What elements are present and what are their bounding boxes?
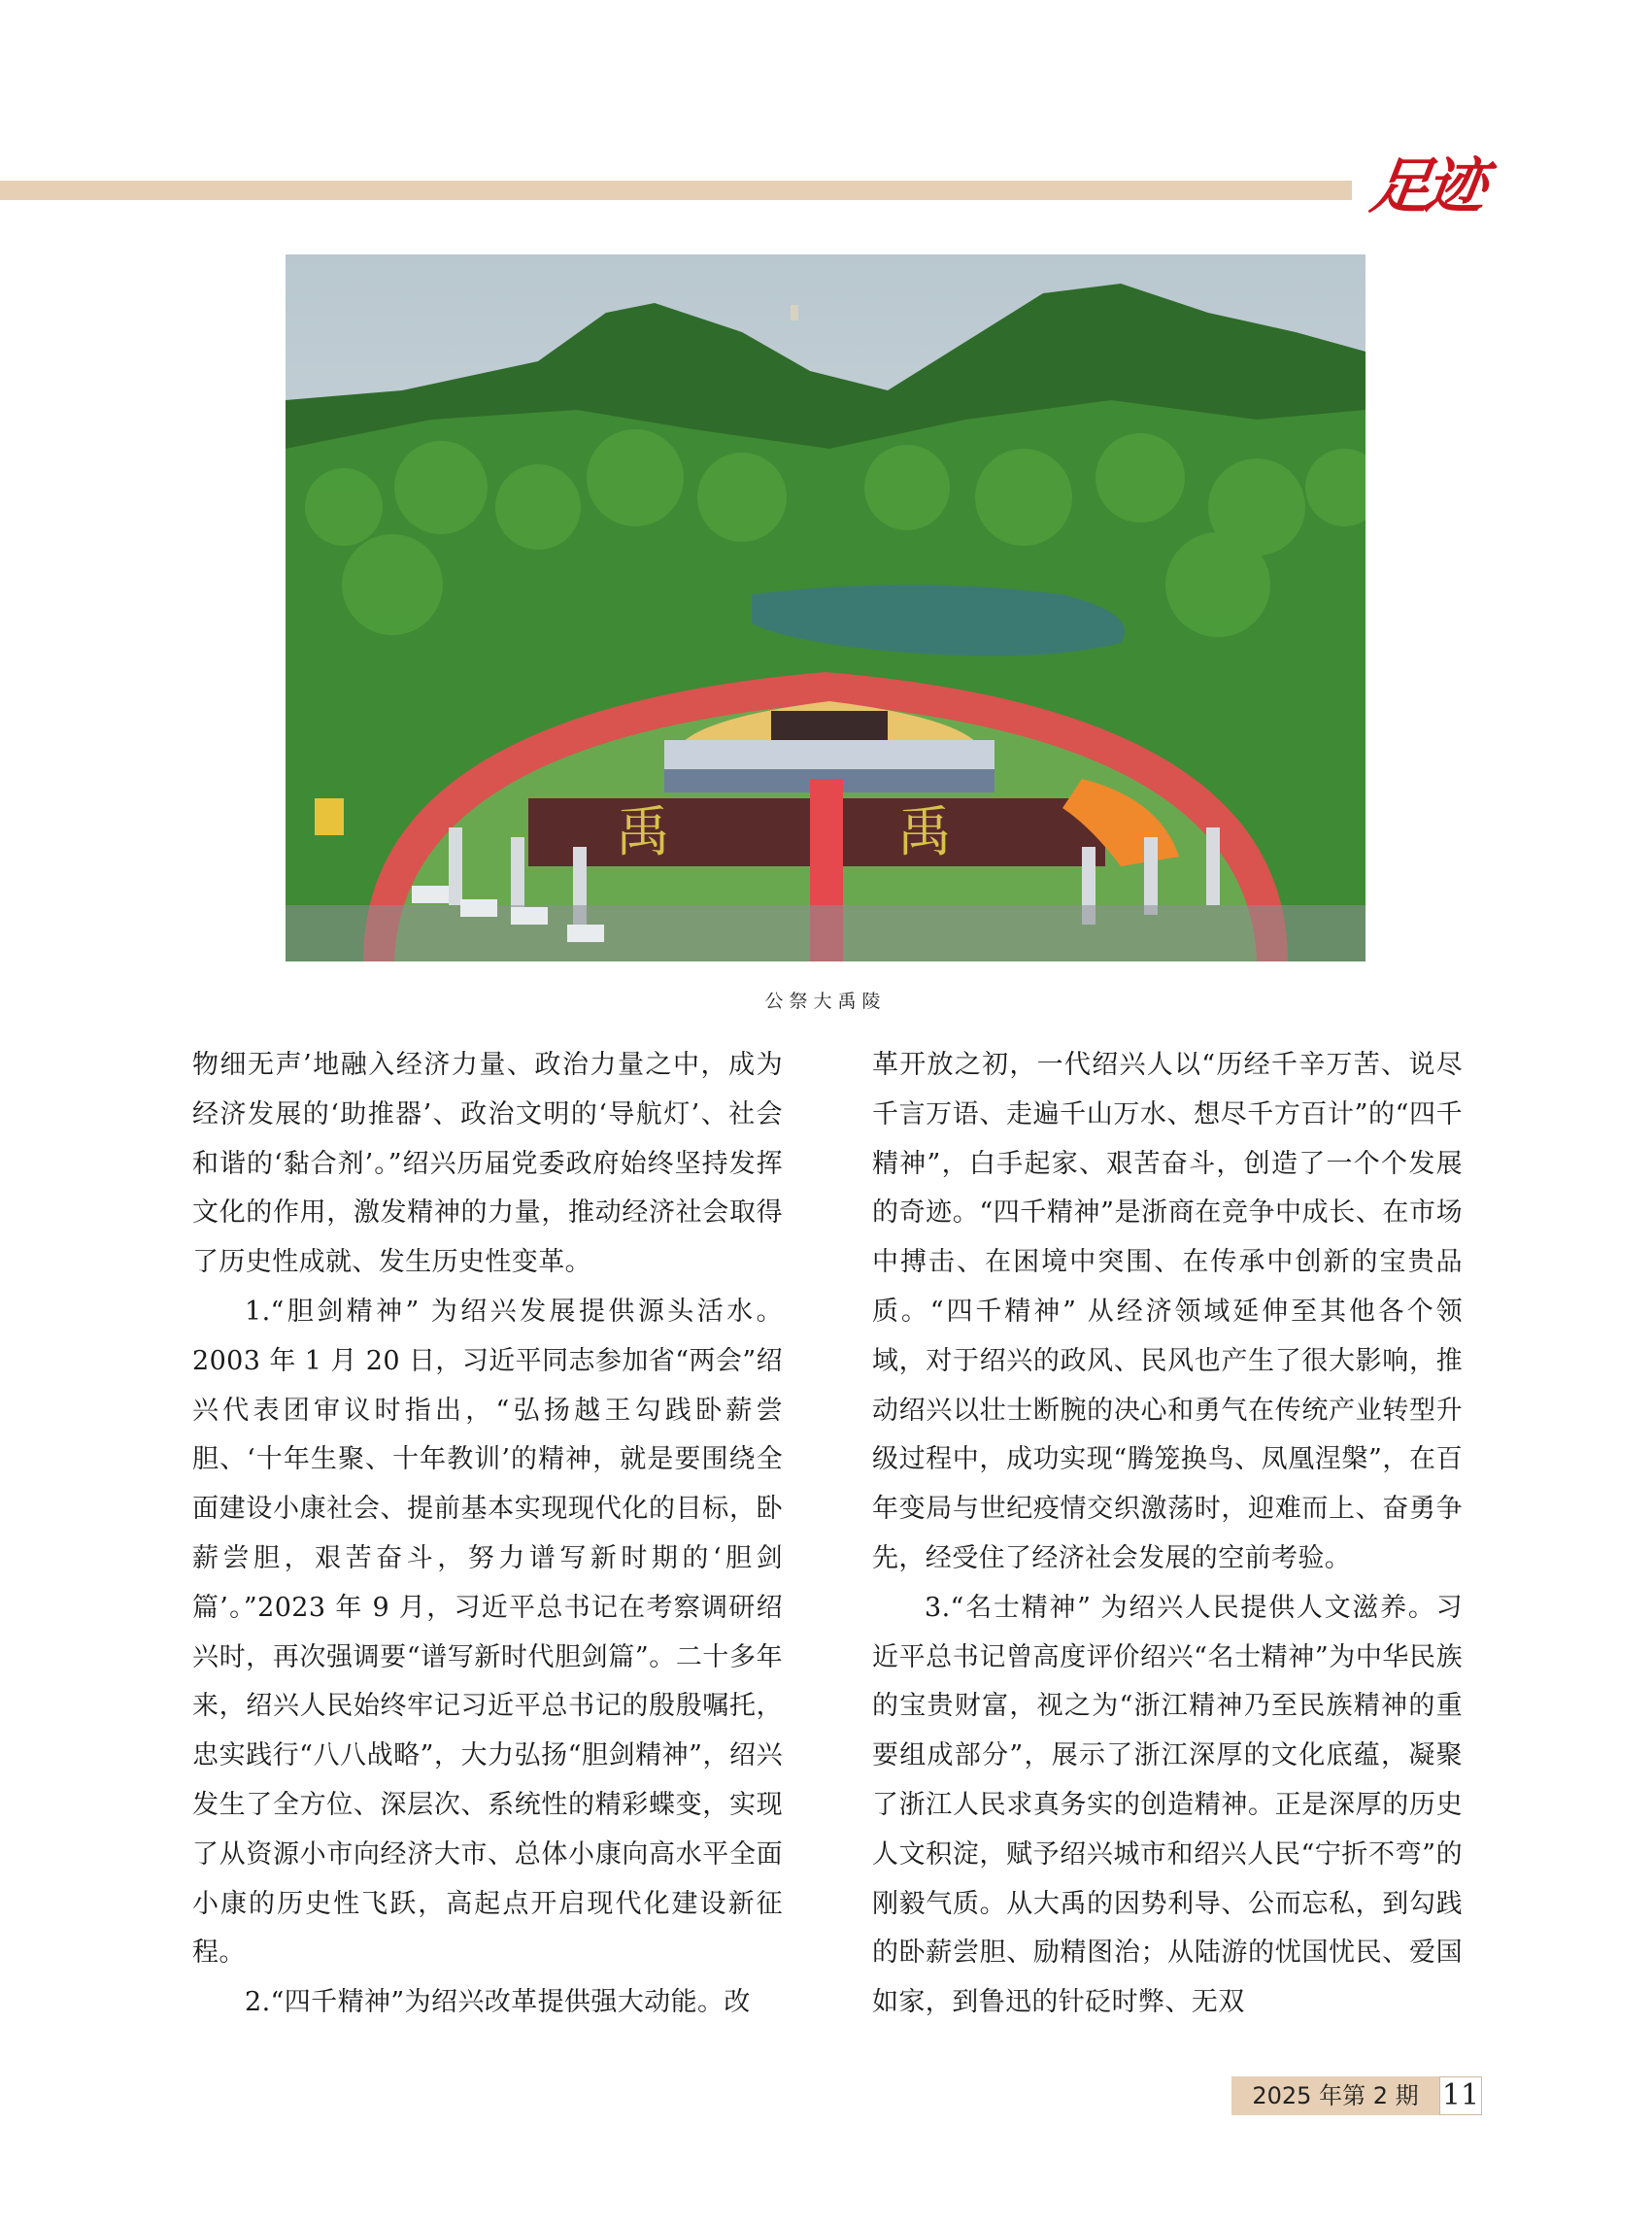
left-text-column <box>192 1041 783 2028</box>
magazine-logo: 足迹 <box>1365 151 1486 221</box>
main-photo <box>286 254 1365 961</box>
page-number: 11 <box>1439 2076 1482 2115</box>
issue-label: 2025 年第 2 期 <box>1231 2076 1439 2115</box>
photo-caption: 公祭大禹陵 <box>764 991 887 1012</box>
flower-glyph-right: 禹 <box>897 801 952 864</box>
paragraph: 1.“胆剑精神” 为绍兴发展提供源头活水。2003 年 1 月 20 日，习近平同志参加省“两会”绍兴代表团审议时指出，“弘扬越王勾践卧薪尝胆、‘十年生聚、十年教训’的精神，就是要围绕全面建设小康社会、提前基本实现现代化的目标，卧薪尝胆，艰苦奋斗，努力谱写新时期的‘胆剑篇’。”2023 年 9 月，习近平总书记在考察调研绍兴时，再次强调要“谱写新时代胆剑篇”。二十多年来，绍兴人民始终牢记习近平总书记的殷殷嘱托，忠实践行“八八战略”，大力弘扬“胆剑精神”，绍兴发生了全方位、深层次、系统性的精彩蝶变，实现了从资源小市向经济大市、总体小康向高水平全面小康的历史性飞跃，高起点开启现代化建设新征程。 <box>192 1296 783 1969</box>
paragraph: 革开放之初，一代绍兴人以“历经千辛万苦、说尽千言万语、走遍千山万水、想尽千方百计”的“四千精神”，白手起家、艰苦奋斗，创造了一个个发展的奇迹。“四千精神”是浙商在竞争中成长、在市场中搏击、在困境中突围、在传承中创新的宝贵品质。“四千精神” 从经济领域延伸至其他各个领域，对于绍兴的政风、民风也产生了很大影响，推动绍兴以壮士断腕的决心和勇气在传统产业转型升级过程中，成功实现“腾笼换鸟、凤凰涅槃”，在百年变局与世纪疫情交织激荡时，迎难而上、奋勇争先，经受住了经济社会发展的空前考验。 <box>872 1050 1463 1573</box>
paragraph: 物细无声’地融入经济力量、政治力量之中，成为经济发展的‘助推器’、政治文明的‘导航灯’、社会和谐的‘黏合剂’。”绍兴历届党委政府始终坚持发挥文化的作用，激发精神的力量，推动经济社会取得了历史性成就、发生历史性变革。 <box>192 1050 783 1278</box>
right-text-column <box>872 1041 1463 2028</box>
flower-glyph-left: 禹 <box>616 801 670 864</box>
dayu-mausoleum-aerial-photo <box>286 254 1365 961</box>
paragraph: 2.“四千精神”为绍兴改革提供强大动能。改 <box>245 1987 751 2018</box>
paragraph: 3.“名士精神” 为绍兴人民提供人文滋养。习近平总书记曾高度评价绍兴“名士精神”为中华民族的宝贵财富，视之为“浙江精神乃至民族精神的重要组成部分”，展示了浙江深厚的文化底蕴，凝聚了浙江人民求真务实的创造精神。正是深厚的历史人文积淀，赋予绍兴城市和绍兴人民“宁折不弯”的刚毅气质。从大禹的因势利导、公而忘私，到勾践的卧薪尝胆、励精图治；从陆游的忧国忧民、爱国如家，到鲁迅的针砭时弊、无双 <box>872 1592 1463 2018</box>
header-accent-bar <box>0 181 1352 200</box>
